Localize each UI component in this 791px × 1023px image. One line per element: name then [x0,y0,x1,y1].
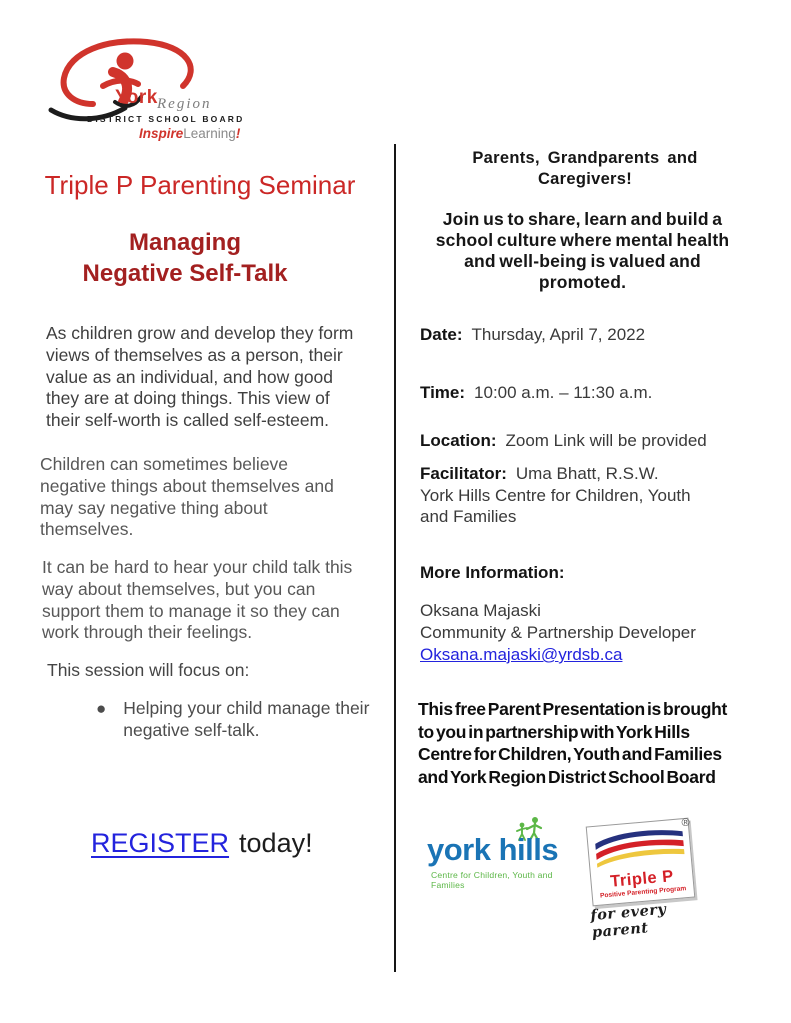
support-paragraph [42,557,352,644]
yrdsb-logo-region-text: Region [157,96,212,112]
text-line: they are at doing things. This view of [46,388,330,409]
text-line: York Hills Centre for Children, Youth [420,485,691,505]
triple-p-name: Triple P [609,867,675,891]
intro-paragraph [46,323,353,432]
facilitator-block [420,463,691,528]
register-call-to-action [91,828,313,859]
facilitator-value: Uma Bhatt, R.S.W. [515,464,659,483]
text-line: negative things about themselves and [40,475,334,496]
text-line: Caregivers! [537,169,633,188]
contact-name: Oksana Majaski [420,601,541,620]
text-line: may say negative thing about [40,497,268,518]
contact-email-link[interactable]: Oksana.majaski@yrdsb.ca [420,645,623,664]
text-line: themselves. [40,519,134,540]
seminar-subtitle [20,227,350,289]
partnership-paragraph [418,698,758,788]
text-line: Centre for Children, Youth and Families [418,744,722,764]
text-line: views of themselves as a person, their [46,344,343,365]
text-line: school culture where mental health [435,230,730,250]
facilitator-label: Facilitator: [420,464,507,483]
date-label: Date: [420,325,463,344]
text-line: way about themselves, but you can [42,578,316,599]
invite-paragraph [415,209,750,293]
register-rest-text: today! [239,828,313,858]
more-information-heading: More Information: [420,563,565,582]
text-line: negative self-talk. [123,719,260,740]
york-hills-logo [425,818,575,900]
triple-p-script-tagline: for every parent [589,900,667,942]
text-line: support them to manage it so they can [42,600,340,621]
yrdsb-logo [35,34,245,146]
yrdsb-logo-york-text: York [115,87,158,108]
yrdsb-logo-board-text: DISTRICT SCHOOL BOARD [87,114,245,124]
location-value: Zoom Link will be provided [505,431,707,450]
facilitator-row [420,463,691,485]
york-hills-tagline: Centre for Children, Youth and Families [431,870,553,890]
bullet-text [123,698,369,742]
text-line: This free Parent Presentation is brought [418,699,728,719]
text-line: and York Region District School Board [418,766,716,787]
text-line: to you in partnership with York Hills [418,721,690,742]
text-line: work through their feelings. [42,622,253,643]
subtitle-line: Negative Self-Talk [82,260,288,287]
text-line: and well-being is valued and [464,251,701,271]
triple-p-logo [583,814,718,942]
triple-p-stripes-icon [592,824,687,868]
believe-paragraph [40,454,334,541]
text-line: their self-worth is called self-esteem. [46,410,330,431]
focus-bullet-item [96,698,369,742]
text-line: Children can sometimes believe [40,454,289,474]
register-link[interactable]: REGISTER [91,828,230,858]
text-line: As children grow and develop they form [46,323,354,343]
york-hills-name: york hills [427,832,559,867]
triple-p-subtitle: Positive Parenting Program [599,885,687,900]
bullet-icon: ●︎ [96,699,107,718]
text-line: Join us to share, learn and build a [442,209,723,229]
session-focus-intro: This session will focus on: [47,660,250,680]
audience-heading [420,148,750,189]
location-label: Location: [420,431,497,450]
text-line: value as an individual, and how good [46,366,334,387]
registered-trademark-symbol: ® [681,816,691,830]
date-row [420,325,645,345]
location-row [420,431,707,451]
subtitle-line: Managing [129,229,241,256]
time-row [420,383,652,403]
text-line: promoted. [538,272,627,292]
contact-title: Community & Partnership Developer [420,623,696,642]
time-value: 10:00 a.m. – 11:30 a.m. [474,383,653,402]
seminar-title: Triple P Parenting Seminar [44,170,356,200]
time-label: Time: [420,383,466,402]
vertical-divider [394,144,396,972]
text-line: It can be hard to hear your child talk this [42,557,353,577]
date-value: Thursday, April 7, 2022 [471,325,646,344]
text-line: Parents, Grandparents and [472,149,698,167]
triple-p-card [586,818,696,907]
text-line: Helping your child manage their [123,698,370,718]
text-line: and Families [420,507,517,526]
yrdsb-logo-tagline: InspireLearning! [139,126,241,141]
